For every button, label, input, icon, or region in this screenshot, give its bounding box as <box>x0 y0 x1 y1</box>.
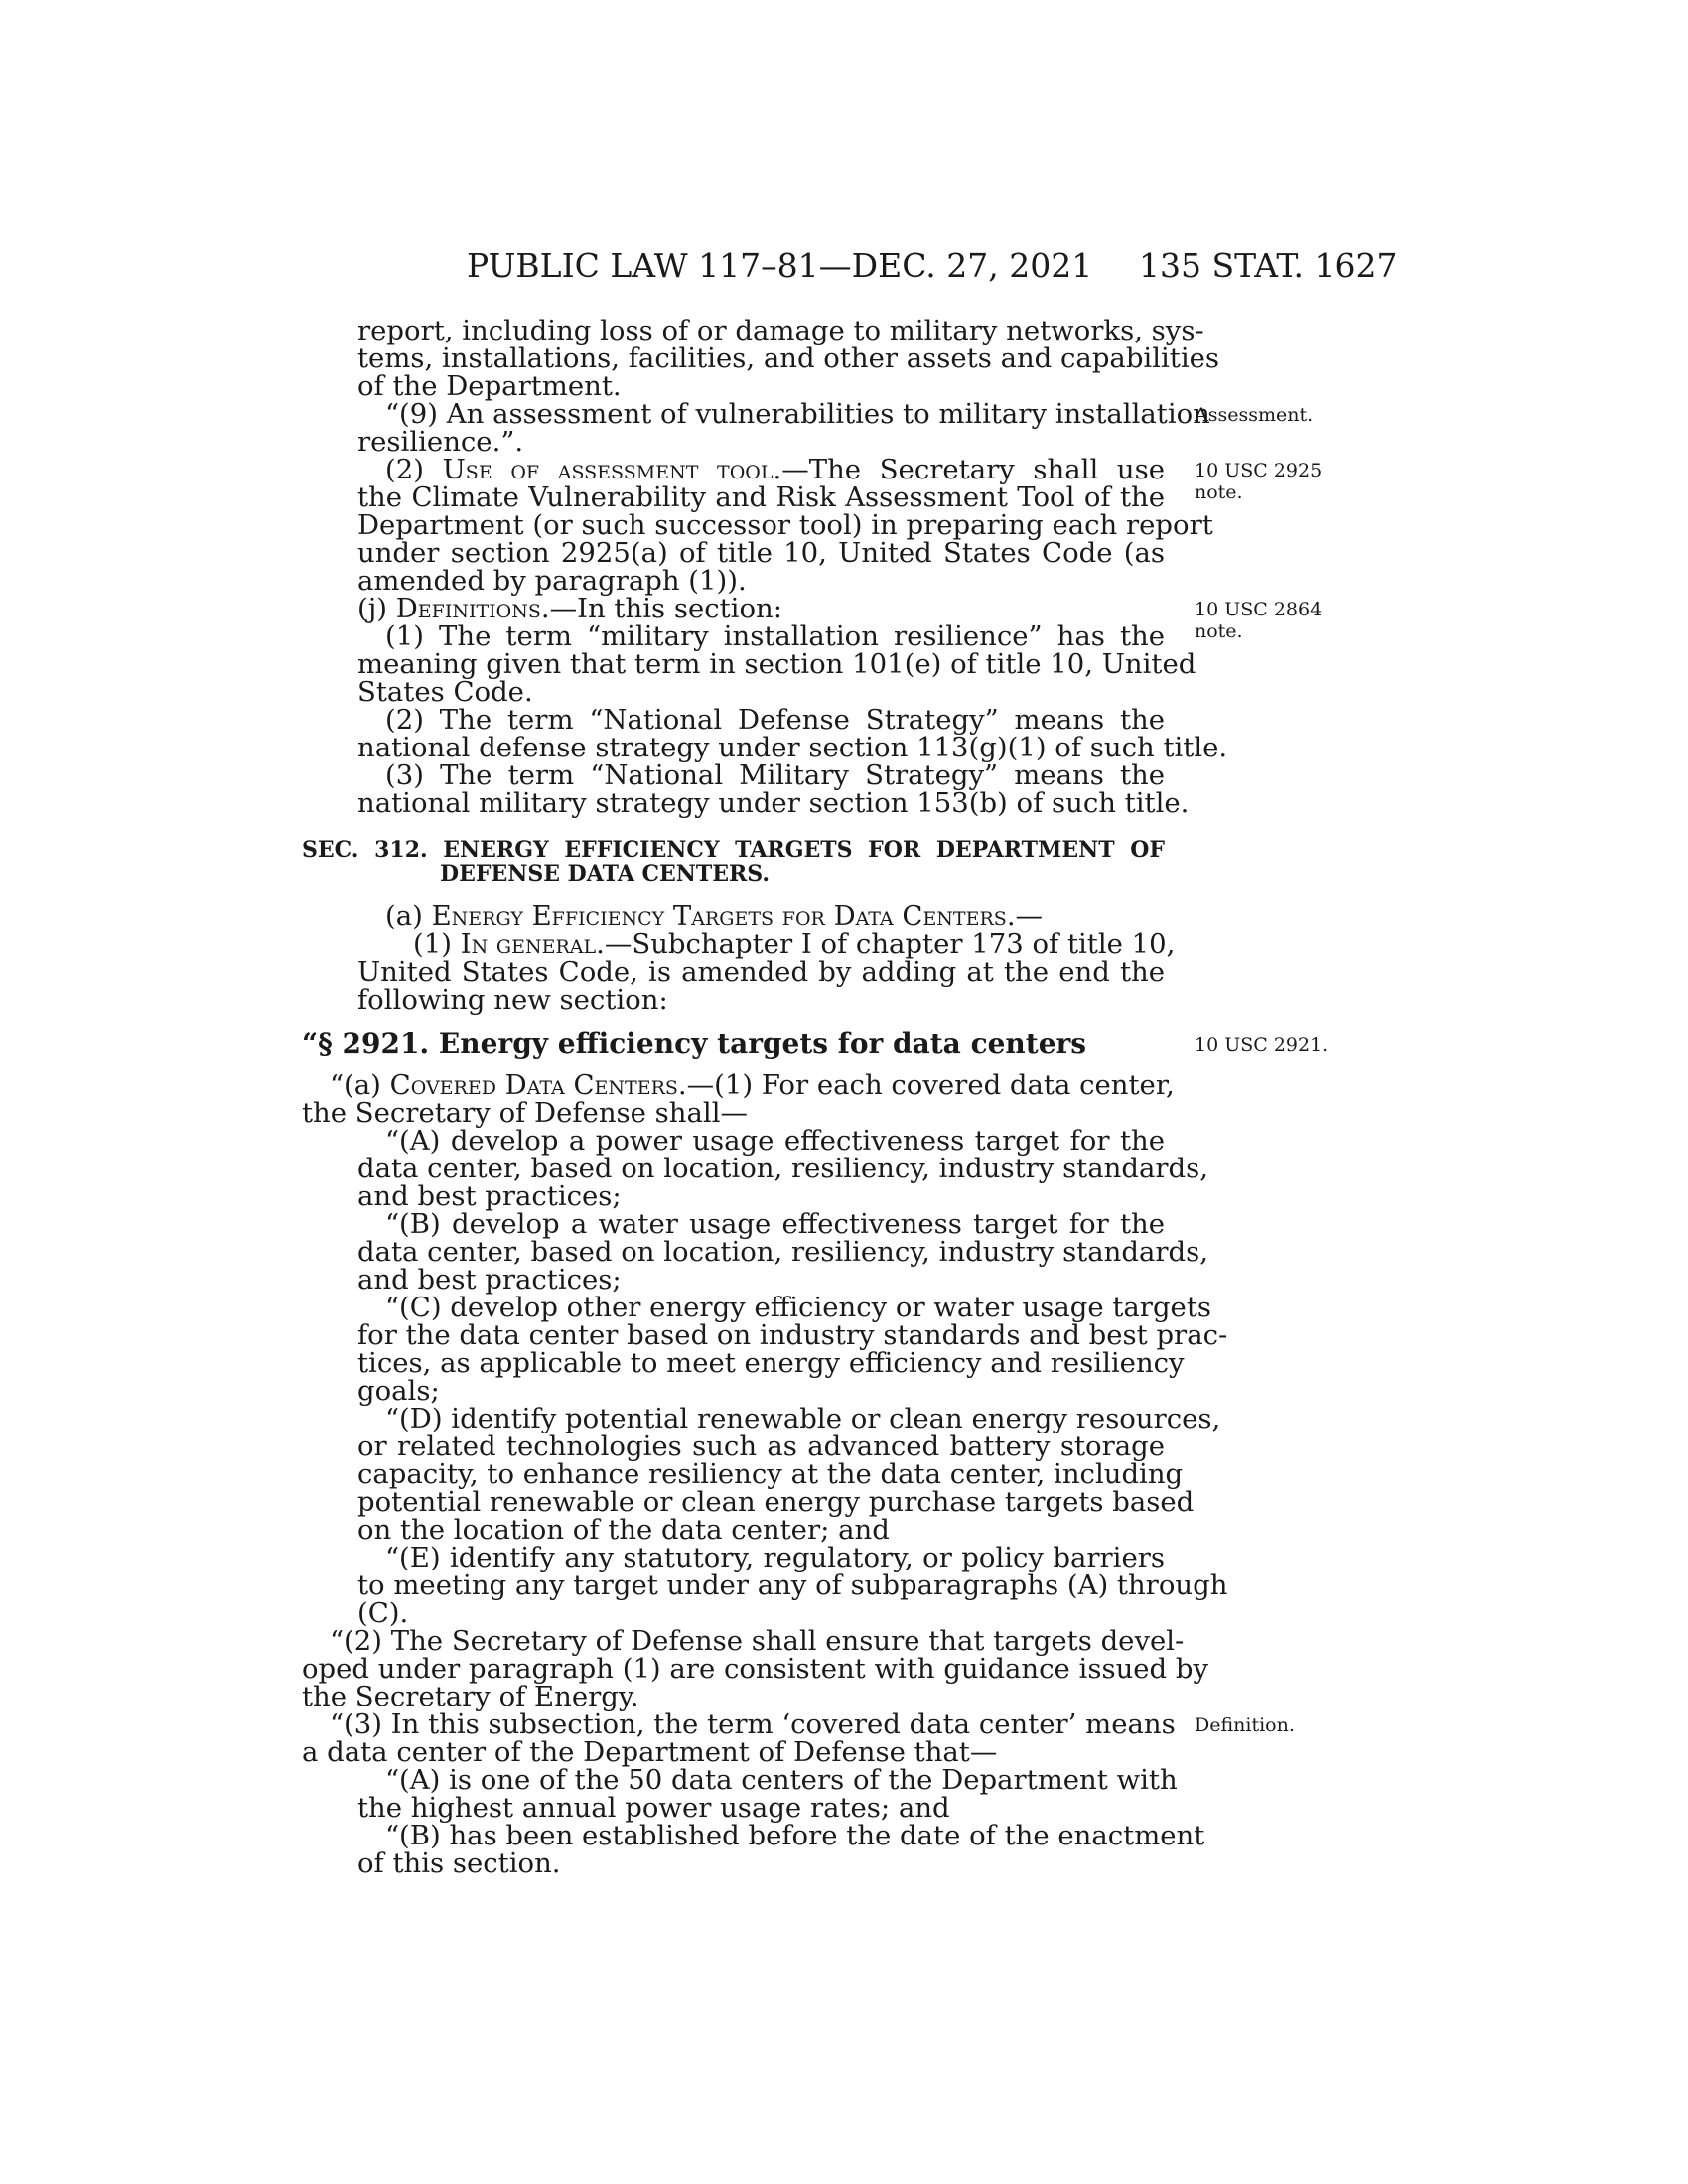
margin-note-usc-2925: 10 USC 2925 <box>1195 460 1323 481</box>
text-line: a data center of the Department of Defense that— <box>302 1736 998 1768</box>
text-line: data center, based on location, resiliency, industry standards, <box>357 1153 1208 1184</box>
text-line: “(3) In this subsection, the term ‘covered data center’ means <box>330 1708 1176 1740</box>
text-line: to meeting any target under any of subparagraphs (A) through <box>357 1570 1228 1601</box>
text-line: Department (or such successor tool) in preparing each report <box>357 509 1213 541</box>
text-line: “(B) has been established before the date of the enactment <box>385 1820 1205 1851</box>
text-line: amended by paragraph (1)). <box>357 565 747 597</box>
text-line: “(E) identify any statutory, regulatory, or policy barriers <box>385 1542 1165 1573</box>
section-heading-continued: DEFENSE DATA CENTERS. <box>440 861 771 887</box>
text-line: the Secretary of Energy. <box>302 1681 639 1712</box>
text-line: on the location of the data center; and <box>357 1514 890 1546</box>
paragraph-definitions: (j) Definitions.—In this section: <box>357 593 783 624</box>
running-header-title: PUBLIC LAW 117–81—DEC. 27, 2021 <box>467 246 1093 285</box>
text-line: oped under paragraph (1) are consistent with guidance issued by <box>302 1653 1209 1685</box>
text-line: tices, as applicable to meet energy efficiency and resiliency <box>357 1347 1185 1379</box>
section-heading: SEC. 312. ENERGY EFFICIENCY TARGETS FOR DEPARTMENT OF <box>302 837 1165 863</box>
text-line: for the data center based on industry standards and best prac- <box>357 1319 1228 1351</box>
text-line: the Secretary of Defense shall— <box>302 1097 748 1129</box>
text-line: United States Code, is amended by adding at the end the <box>357 956 1165 988</box>
paragraph-heading: Energy Efficiency Targets for Data Centers <box>431 900 1007 932</box>
paragraph-heading: In general <box>460 928 597 960</box>
text-line: resilience.”. <box>357 426 524 458</box>
paragraph-heading: Use of assessment tool <box>442 454 774 485</box>
paragraph-in-general: (1) In general.—Subchapter I of chapter 173 of title 10, <box>413 928 1176 960</box>
subsection-energy-efficiency-targets: (a) Energy Efficiency Targets for Data Centers.— <box>385 900 1044 932</box>
text-line: “(A) develop a power usage effectiveness target for the <box>385 1125 1165 1157</box>
text-line: “(C) develop other energy efficiency or water usage targets <box>385 1292 1211 1323</box>
paragraph-use-of-assessment-tool: (2) Use of assessment tool.—The Secretary shall use <box>385 454 1166 485</box>
margin-note-assessment: Assessment. <box>1195 404 1314 426</box>
text-line: “(B) develop a water usage effectiveness target for the <box>385 1208 1165 1240</box>
text-line: potential renewable or clean energy purchase targets based <box>357 1486 1195 1518</box>
margin-note-usc-2925-note: note. <box>1195 481 1243 503</box>
text-line: “(A) is one of the 50 data centers of the Department with <box>385 1764 1178 1796</box>
text-line: capacity, to enhance resiliency at the data center, including <box>357 1458 1184 1490</box>
text-line: “(2) The Secretary of Defense shall ensure that targets devel- <box>330 1625 1185 1657</box>
text-line: and best practices; <box>357 1180 622 1212</box>
text-line: meaning given that term in section 101(e) of title 10, United <box>357 648 1196 680</box>
text-line: of this section. <box>357 1847 561 1879</box>
text-line: “(9) An assessment of vulnerabilities to military installation <box>385 398 1210 430</box>
text-line: national military strategy under section 153(b) of such title. <box>357 787 1190 819</box>
text-line: States Code. <box>357 676 533 708</box>
margin-note-usc-2864: 10 USC 2864 <box>1195 599 1323 620</box>
text-line: and best practices; <box>357 1264 622 1296</box>
text-line: the Climate Vulnerability and Risk Assessment Tool of the <box>357 481 1165 513</box>
running-header-page-number: 135 STAT. 1627 <box>1139 246 1398 285</box>
paragraph-heading: Definitions <box>395 593 541 624</box>
text-line: tems, installations, facilities, and other assets and capabilities <box>357 342 1220 374</box>
text-line: (1) The term “military installation resilience” has the <box>385 620 1165 652</box>
margin-note-usc-2921: 10 USC 2921. <box>1195 1034 1329 1056</box>
text-line: report, including loss of or damage to military networks, sys- <box>357 315 1204 346</box>
margin-note-definition: Definition. <box>1195 1714 1295 1736</box>
margin-note-usc-2864-note: note. <box>1195 620 1243 642</box>
text-line: of the Department. <box>357 370 622 402</box>
section-2921-heading: “§ 2921. Energy efficiency targets for data centers <box>302 1027 1087 1060</box>
text-line: data center, based on location, resiliency, industry standards, <box>357 1236 1208 1268</box>
text-line: (2) The term “National Defense Strategy” means the <box>385 704 1165 736</box>
text-line: or related technologies such as advanced battery storage <box>357 1431 1165 1462</box>
text-line: “(D) identify potential renewable or clean energy resources, <box>385 1403 1221 1434</box>
paragraph-heading: Covered Data Centers <box>389 1069 678 1101</box>
text-line: the highest annual power usage rates; and <box>357 1792 950 1824</box>
text-line: goals; <box>357 1375 440 1407</box>
text-line: (C). <box>357 1597 409 1629</box>
text-line: (3) The term “National Military Strategy” means the <box>385 759 1165 791</box>
subsection-covered-data-centers: “(a) Covered Data Centers.—(1) For each covered data center, <box>330 1069 1175 1101</box>
text-line: following new section: <box>357 984 668 1016</box>
text-line: under section 2925(a) of title 10, United States Code (as <box>357 537 1165 569</box>
text-line: national defense strategy under section 113(g)(1) of such title. <box>357 732 1228 763</box>
